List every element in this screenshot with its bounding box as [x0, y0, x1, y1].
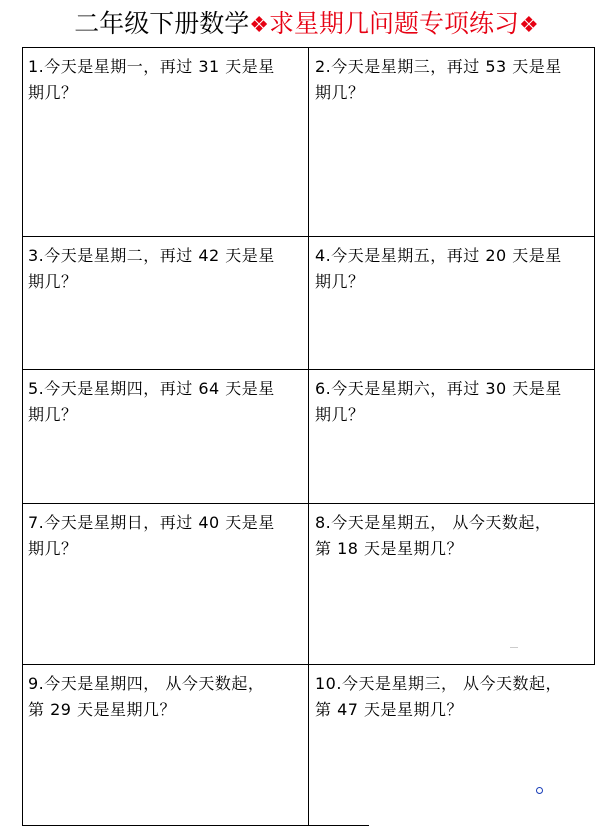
- grid-line: [594, 47, 595, 665]
- question-cell: [22, 665, 308, 825]
- question-text: 7.今天是星期日，再过 40 天是星: [28, 513, 275, 532]
- worksheet-title: [0, 6, 613, 42]
- question-text: 3.今天是星期二，再过 42 天是星: [28, 246, 275, 265]
- question-text: 5.今天是星期四，再过 64 天是星: [28, 379, 275, 398]
- question-cell: [309, 48, 594, 236]
- question-text: 期几？: [315, 83, 365, 102]
- title-topic: 求星期几问题专项练习: [269, 9, 520, 38]
- question-cell: [22, 237, 308, 369]
- diamond-right-icon: ❖: [519, 13, 539, 38]
- question-text: 10.今天是星期三， 从今天数起，: [315, 674, 563, 693]
- question-cell: [22, 504, 308, 664]
- question-cell: [22, 370, 308, 503]
- question-cell: [309, 504, 594, 664]
- question-text: 期几？: [28, 539, 78, 558]
- question-text: 4.今天是星期五，再过 20 天是星: [315, 246, 562, 265]
- question-cell: [309, 665, 594, 825]
- question-cell: [309, 370, 594, 503]
- question-text: 2.今天是星期三，再过 53 天是星: [315, 57, 562, 76]
- question-text: 9.今天是星期四， 从今天数起，: [28, 674, 265, 693]
- question-text: 第 29 天是星期几？: [28, 700, 177, 719]
- question-text: 期几？: [28, 405, 78, 424]
- grid-line: [22, 825, 369, 826]
- question-text: 第 47 天是星期几？: [315, 700, 464, 719]
- question-text: 期几？: [28, 83, 78, 102]
- question-text: 6.今天是星期六，再过 30 天是星: [315, 379, 562, 398]
- diamond-left-icon: ❖: [249, 13, 269, 38]
- question-text: 期几？: [28, 272, 78, 291]
- question-text: 期几？: [315, 405, 365, 424]
- scan-mark: [510, 647, 518, 648]
- title-subject: 二年级下册数学: [74, 9, 250, 38]
- question-text: 1.今天是星期一，再过 31 天是星: [28, 57, 275, 76]
- question-cell: [22, 48, 308, 236]
- question-text: 第 18 天是星期几？: [315, 539, 464, 558]
- question-cell: [309, 237, 594, 369]
- question-text: 8.今天是星期五， 从今天数起，: [315, 513, 552, 532]
- question-text: 期几？: [315, 272, 365, 291]
- dot-mark: [536, 787, 543, 794]
- question-grid: [22, 47, 595, 826]
